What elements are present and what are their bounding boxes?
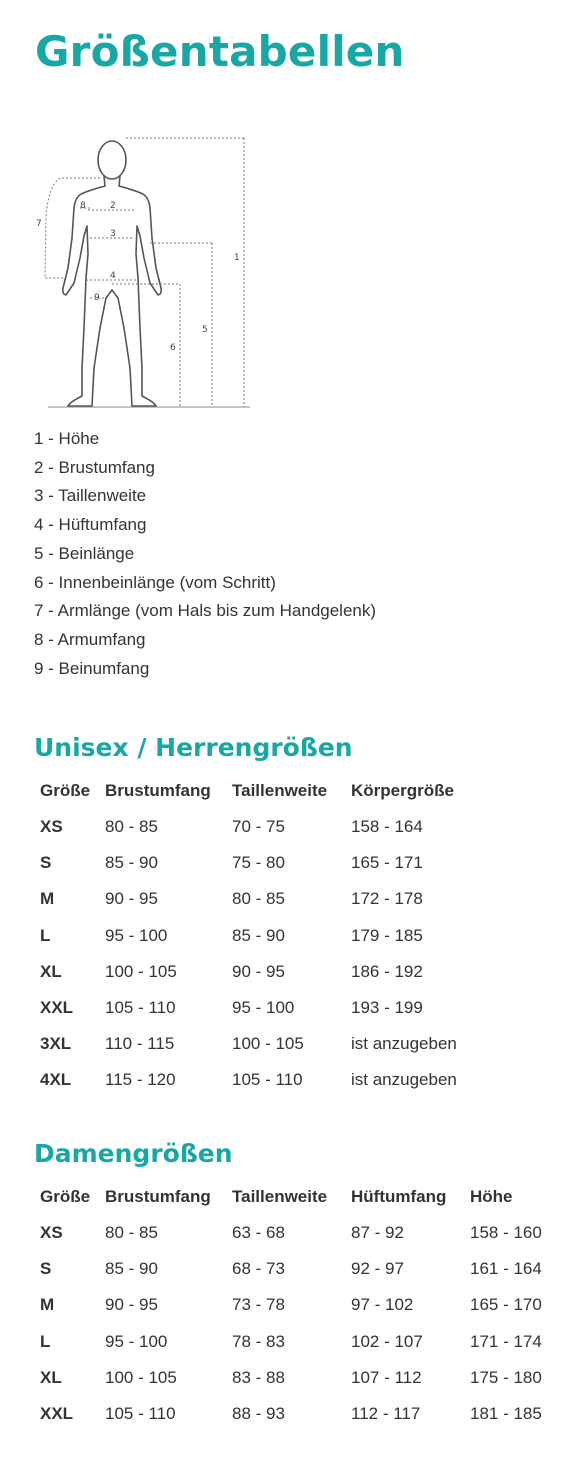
table-row — [34, 1360, 554, 1396]
value-cell: 102 - 107 — [351, 1331, 423, 1351]
table-row — [34, 845, 475, 881]
table-row — [34, 954, 475, 990]
table-row — [34, 1396, 554, 1432]
unisex-size-table — [34, 773, 475, 1099]
value-cell: 100 - 105 — [105, 1367, 177, 1387]
value-cell: 90 - 95 — [105, 1295, 158, 1315]
table-header-row — [34, 773, 475, 809]
value-cell: 88 - 93 — [232, 1404, 285, 1424]
figure-label-1: 1 — [234, 253, 240, 263]
column-header: Hüftumfang — [351, 1187, 447, 1206]
value-cell: 83 - 88 — [232, 1367, 285, 1387]
size-cell: S — [40, 853, 52, 873]
legend-item: 5 - Beinlänge — [34, 543, 135, 563]
legend-item: 6 - Innenbeinlänge (vom Schritt) — [34, 572, 276, 592]
legend-item: 3 - Taillenweite — [34, 486, 147, 506]
column-header: Brustumfang — [105, 1187, 211, 1206]
size-cell: L — [40, 925, 51, 945]
value-cell: ist anzugeben — [351, 1034, 457, 1054]
value-cell: 179 - 185 — [351, 925, 423, 945]
size-cell: M — [40, 1295, 55, 1315]
table-row — [34, 1287, 554, 1323]
column-header: Taillenweite — [232, 781, 328, 800]
value-cell: 97 - 102 — [351, 1295, 414, 1315]
value-cell: 80 - 85 — [105, 1223, 158, 1243]
value-cell: 186 - 192 — [351, 961, 423, 981]
size-cell: XS — [40, 817, 63, 837]
value-cell: 193 - 199 — [351, 998, 423, 1018]
body-measurement-figure — [30, 128, 260, 418]
size-cell: XXL — [40, 1404, 74, 1424]
legend-item: 8 - Armumfang — [34, 629, 146, 649]
size-cell: S — [40, 1259, 52, 1279]
value-cell: 85 - 90 — [232, 925, 285, 945]
table-row — [34, 918, 475, 954]
value-cell: 63 - 68 — [232, 1223, 285, 1243]
size-cell: 4XL — [40, 1070, 72, 1090]
value-cell: 85 - 90 — [105, 1259, 158, 1279]
figure-label-4: 4 — [110, 271, 116, 281]
unisex-section-title: Unisex / Herrengrößen — [34, 733, 353, 762]
value-cell: 171 - 174 — [470, 1331, 542, 1351]
value-cell: 110 - 115 — [105, 1034, 175, 1054]
table-row — [34, 881, 475, 917]
value-cell: 73 - 78 — [232, 1295, 285, 1315]
value-cell: 161 - 164 — [470, 1259, 542, 1279]
value-cell: 70 - 75 — [232, 817, 285, 837]
value-cell: 95 - 100 — [232, 998, 295, 1018]
value-cell: 95 - 100 — [105, 925, 168, 945]
figure-label-5: 5 — [202, 325, 208, 335]
value-cell: ist anzugeben — [351, 1070, 457, 1090]
size-cell: XXL — [40, 998, 74, 1018]
value-cell: 90 - 95 — [232, 961, 285, 981]
women-section-title: Damengrößen — [34, 1139, 233, 1168]
value-cell: 115 - 120 — [105, 1070, 176, 1090]
column-header: Taillenweite — [232, 1187, 328, 1206]
value-cell: 85 - 90 — [105, 853, 158, 873]
size-cell: L — [40, 1331, 51, 1351]
table-header-row — [34, 1179, 554, 1215]
column-header: Größe — [40, 781, 91, 800]
table-row — [34, 1324, 554, 1360]
figure-label-6: 6 — [170, 343, 176, 353]
legend-item: 4 - Hüftumfang — [34, 515, 147, 535]
column-header: Größe — [40, 1187, 91, 1206]
figure-label-3: 3 — [110, 229, 116, 239]
figure-label-7: 7 — [36, 219, 42, 229]
page-title: Größentabellen — [35, 27, 405, 76]
measurement-legend — [34, 425, 376, 683]
table-row — [34, 1251, 554, 1287]
column-header: Höhe — [470, 1187, 513, 1206]
value-cell: 172 - 178 — [351, 889, 423, 909]
table-row — [34, 1215, 554, 1251]
figure-label-2: 2 — [110, 201, 116, 211]
value-cell: 105 - 110 — [232, 1070, 303, 1090]
value-cell: 165 - 171 — [351, 853, 423, 873]
value-cell: 107 - 112 — [351, 1367, 422, 1387]
legend-item: 9 - Beinumfang — [34, 658, 150, 678]
value-cell: 105 - 110 — [105, 998, 176, 1018]
size-cell: XL — [40, 1367, 62, 1387]
value-cell: 165 - 170 — [470, 1295, 542, 1315]
value-cell: 158 - 164 — [351, 817, 423, 837]
value-cell: 100 - 105 — [105, 961, 177, 981]
size-cell: XS — [40, 1223, 63, 1243]
value-cell: 68 - 73 — [232, 1259, 285, 1279]
value-cell: 80 - 85 — [105, 817, 158, 837]
value-cell: 90 - 95 — [105, 889, 158, 909]
value-cell: 100 - 105 — [232, 1034, 304, 1054]
value-cell: 181 - 185 — [470, 1404, 542, 1424]
value-cell: 112 - 117 — [351, 1404, 421, 1424]
table-row — [34, 990, 475, 1026]
women-size-table — [34, 1179, 554, 1432]
legend-item: 7 - Armlänge (vom Hals bis zum Handgelenk) — [34, 601, 377, 621]
value-cell: 158 - 160 — [470, 1223, 542, 1243]
figure-label-8: 8 — [80, 201, 86, 211]
legend-item: 1 - Höhe — [34, 429, 100, 448]
legend-item: 2 - Brustumfang — [34, 457, 155, 477]
size-cell: XL — [40, 961, 62, 981]
value-cell: 80 - 85 — [232, 889, 285, 909]
table-row — [34, 809, 475, 845]
table-row — [34, 1062, 475, 1098]
size-cell: M — [40, 889, 55, 909]
column-header: Brustumfang — [105, 781, 211, 800]
value-cell: 95 - 100 — [105, 1331, 168, 1351]
value-cell: 87 - 92 — [351, 1223, 404, 1243]
column-header: Körpergröße — [351, 781, 454, 800]
table-row — [34, 1026, 475, 1062]
value-cell: 105 - 110 — [105, 1404, 176, 1424]
value-cell: 75 - 80 — [232, 853, 285, 873]
value-cell: 78 - 83 — [232, 1331, 285, 1351]
value-cell: 92 - 97 — [351, 1259, 404, 1279]
size-cell: 3XL — [40, 1034, 72, 1054]
figure-label-9: 9 — [94, 293, 100, 303]
value-cell: 175 - 180 — [470, 1367, 542, 1387]
